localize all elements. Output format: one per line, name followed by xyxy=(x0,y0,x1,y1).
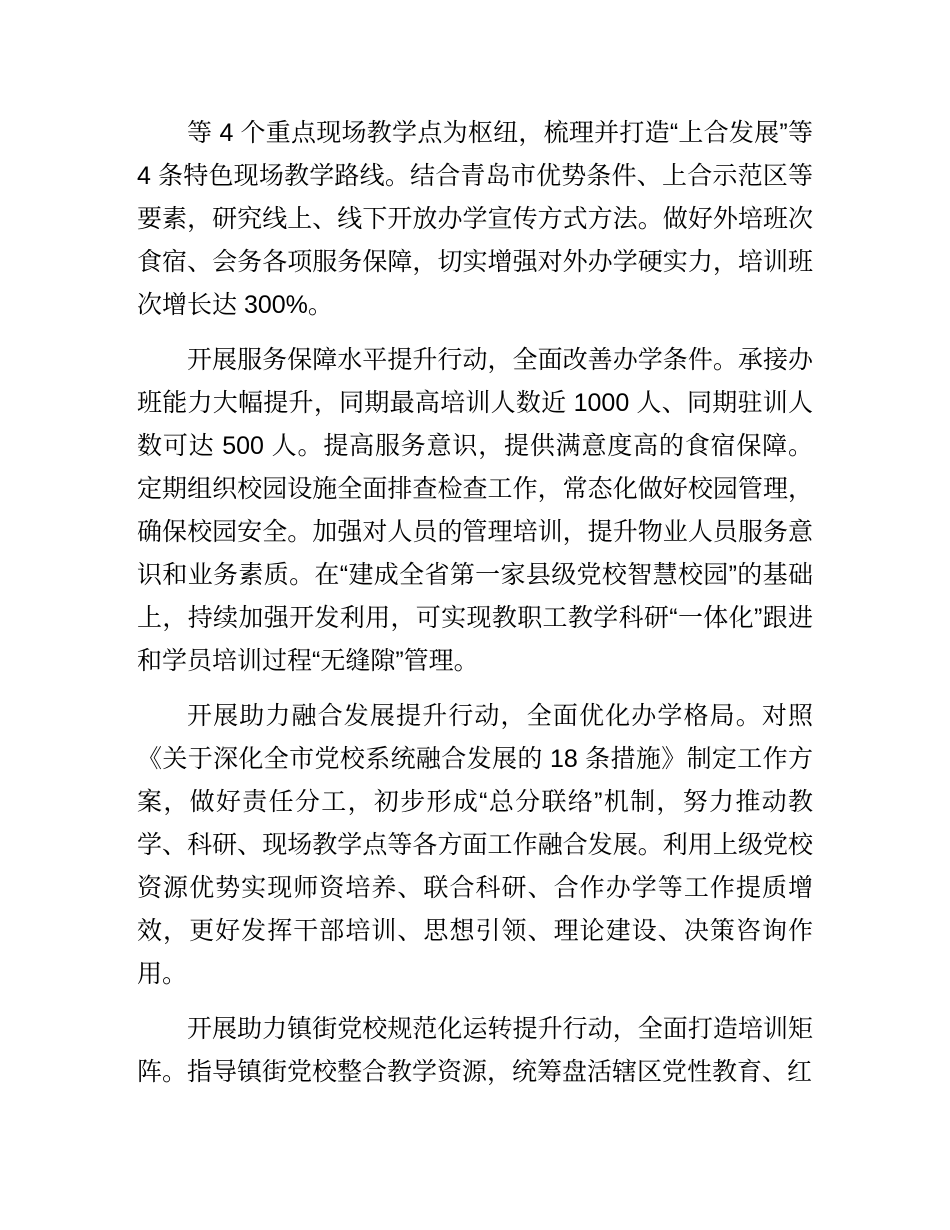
paragraph-4: 开展助力镇街党校规范化运转提升行动，全面打造培训矩阵。指导镇街党校整合教学资源，统筹盘活辖区党性教育、红 xyxy=(137,1015,813,1086)
paragraph-1: 等 4 个重点现场教学点为枢纽，梳理并打造“上合发展”等 4 条特色现场教学路线。结合青岛市优势条件、上合示范区等要素，研究线上、线下开放办学宣传方式方法。做好外培班次食宿、会务各项服务保障，切实增强对外办学硬实力，培训班次增长达 300%。 xyxy=(137,119,813,319)
paragraph-2: 开展服务保障水平提升行动，全面改善办学条件。承接办班能力大幅提升，同期最高培训人数近 1000 人、同期驻训人数可达 500 人。提高服务意识，提供满意度高的食宿保障。定期组织校园设施全面排查检查工作，常态化做好校园管理，确保校园安全。加强对人员的管理培训，提升物业人员服务意识和业务素质。在“建成全省第一家县级党校智慧校园”的基础上，持续加强开发利用，可实现教职工教学科研“一体化”跟进和学员培训过程“无缝隙”管理。 xyxy=(137,346,813,675)
paragraph-3: 开展助力融合发展提升行动，全面优化办学格局。对照《关于深化全市党校系统融合发展的 18 条措施》制定工作方案，做好责任分工，初步形成“总分联络”机制，努力推动教学、科研、现场教学点等各方面工作融合发展。利用上级党校资源优势实现师资培养、联合科研、合作办学等工作提质增效，更好发挥干部培训、思想引领、理论建设、决策咨询作用。 xyxy=(137,702,813,988)
